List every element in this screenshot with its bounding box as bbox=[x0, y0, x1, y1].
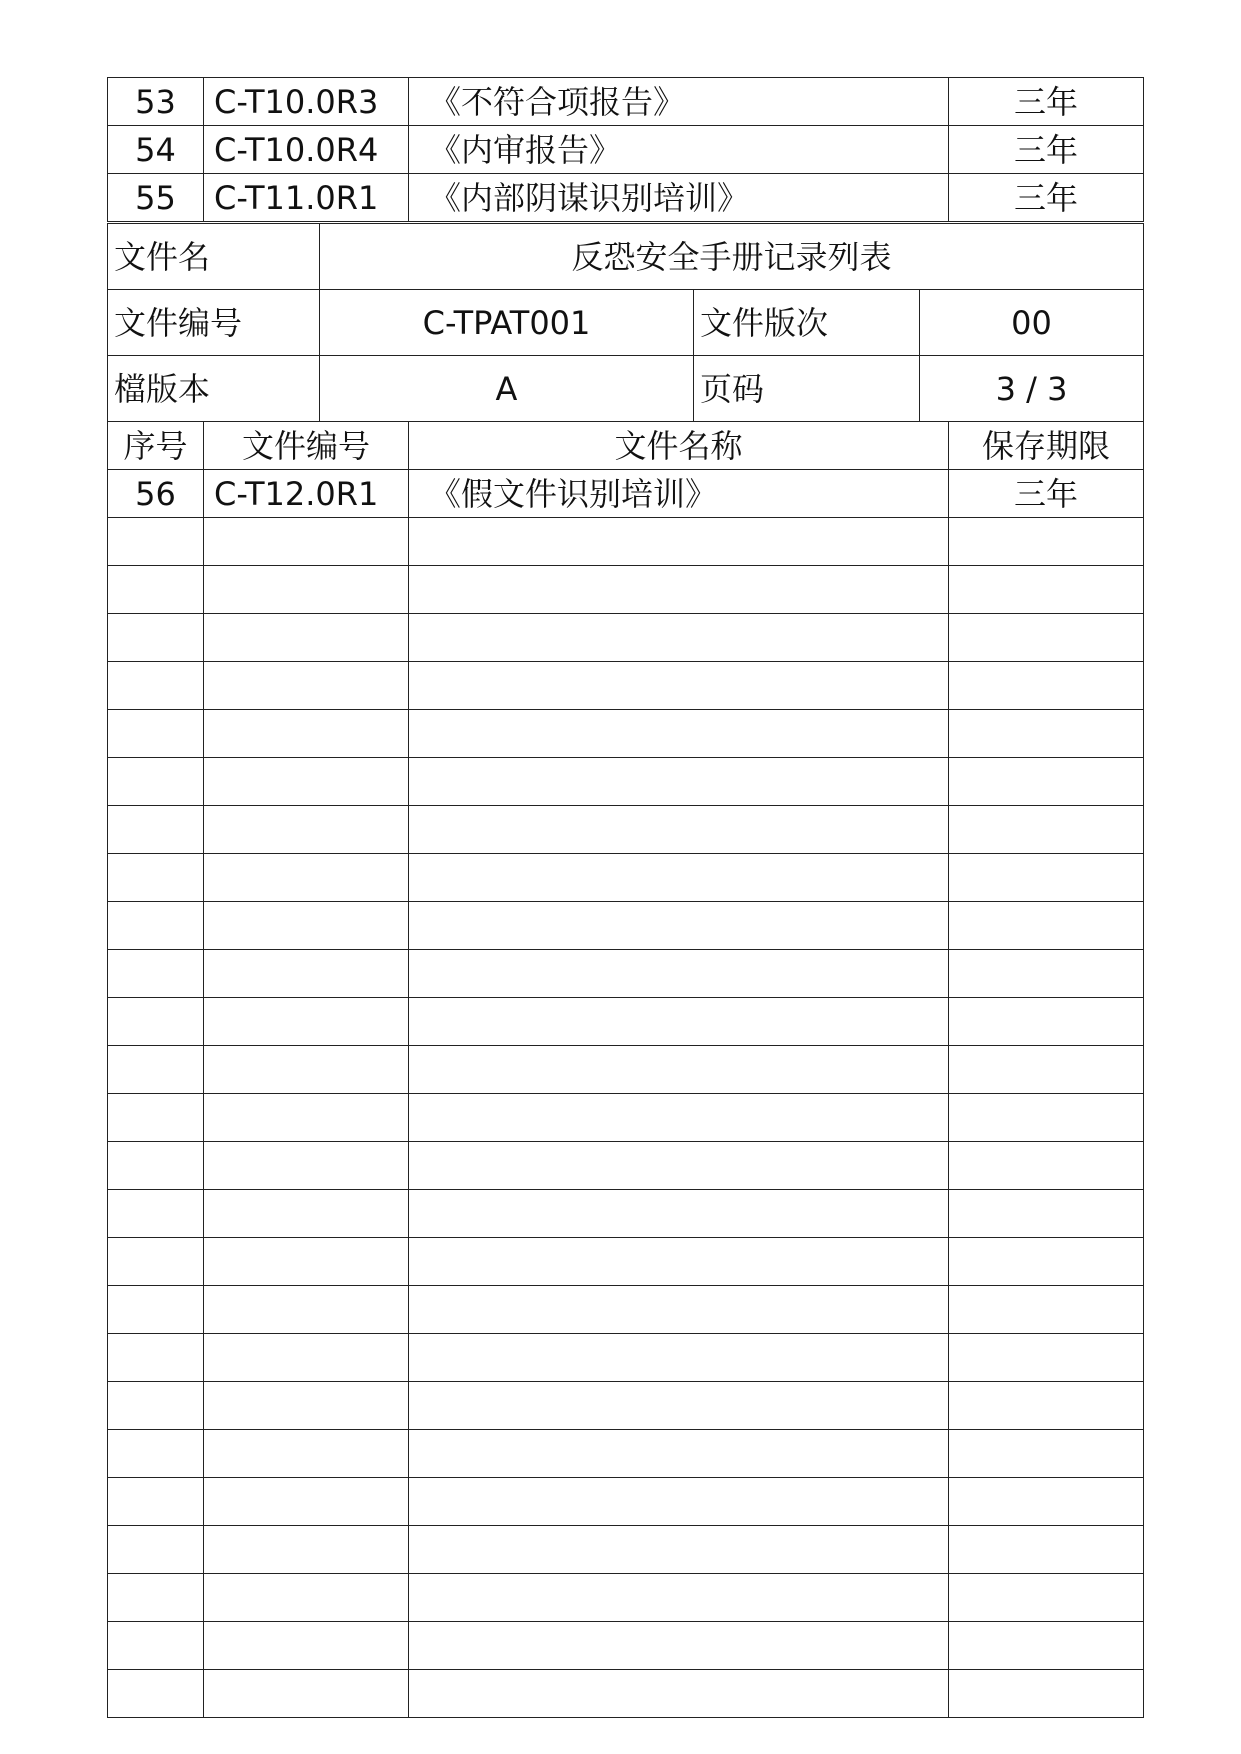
row-retention-period bbox=[949, 1094, 1144, 1142]
row-number bbox=[108, 662, 204, 710]
row-file-code bbox=[204, 950, 409, 998]
column-header-code: 文件编号 bbox=[204, 422, 409, 470]
table-row bbox=[108, 1526, 1144, 1574]
row-retention-period bbox=[949, 1142, 1144, 1190]
table-row bbox=[108, 566, 1144, 614]
row-number bbox=[108, 998, 204, 1046]
row-number bbox=[108, 614, 204, 662]
row-number bbox=[108, 1286, 204, 1334]
row-file-code bbox=[204, 902, 409, 950]
table-row bbox=[108, 758, 1144, 806]
record-list-top-body bbox=[108, 78, 1144, 222]
row-file-name bbox=[409, 998, 949, 1046]
row-number bbox=[108, 1622, 204, 1670]
row-retention-period: 三年 bbox=[949, 126, 1144, 174]
row-retention-period bbox=[949, 1622, 1144, 1670]
row-file-name: 《假文件识别培训》 bbox=[409, 470, 949, 518]
table-row bbox=[108, 614, 1144, 662]
table-row bbox=[108, 998, 1144, 1046]
row-number bbox=[108, 1334, 204, 1382]
record-list-top bbox=[107, 77, 1144, 222]
row-file-name bbox=[409, 1286, 949, 1334]
row-retention-period bbox=[949, 614, 1144, 662]
row-file-name bbox=[409, 1526, 949, 1574]
column-header-row bbox=[108, 422, 1144, 470]
row-number bbox=[108, 1046, 204, 1094]
row-number bbox=[108, 1382, 204, 1430]
table-row bbox=[108, 662, 1144, 710]
table-row bbox=[108, 1622, 1144, 1670]
row-file-name bbox=[409, 662, 949, 710]
table-row bbox=[108, 902, 1144, 950]
row-file-name bbox=[409, 1430, 949, 1478]
row-file-name bbox=[409, 1574, 949, 1622]
row-file-code bbox=[204, 806, 409, 854]
document-header bbox=[107, 223, 1144, 422]
row-file-code bbox=[204, 1622, 409, 1670]
row-number bbox=[108, 1430, 204, 1478]
row-number bbox=[108, 710, 204, 758]
table-row bbox=[108, 1286, 1144, 1334]
row-number bbox=[108, 1670, 204, 1718]
file-revision-label: 文件版次 bbox=[694, 290, 920, 356]
row-file-code bbox=[204, 1190, 409, 1238]
row-number bbox=[108, 854, 204, 902]
row-file-code bbox=[204, 1382, 409, 1430]
row-file-code: C-T12.0R1 bbox=[204, 470, 409, 518]
table-row bbox=[108, 1670, 1144, 1718]
row-file-code bbox=[204, 1574, 409, 1622]
row-retention-period bbox=[949, 1478, 1144, 1526]
row-file-name: 《内审报告》 bbox=[409, 126, 949, 174]
record-list bbox=[107, 421, 1144, 1718]
row-file-code bbox=[204, 1142, 409, 1190]
row-retention-period bbox=[949, 1190, 1144, 1238]
row-file-name bbox=[409, 1046, 949, 1094]
row-file-name bbox=[409, 1334, 949, 1382]
row-file-code: C-T10.0R4 bbox=[204, 126, 409, 174]
row-retention-period bbox=[949, 1670, 1144, 1718]
record-list-body bbox=[108, 422, 1144, 1718]
row-file-name bbox=[409, 710, 949, 758]
row-retention-period bbox=[949, 1238, 1144, 1286]
row-number bbox=[108, 1142, 204, 1190]
row-file-code bbox=[204, 710, 409, 758]
row-retention-period bbox=[949, 806, 1144, 854]
file-number-label: 文件编号 bbox=[108, 290, 320, 356]
file-name-label: 文件名 bbox=[108, 224, 320, 290]
file-name-value: 反恐安全手册记录列表 bbox=[320, 224, 1144, 290]
row-retention-period bbox=[949, 1430, 1144, 1478]
table-row bbox=[108, 1382, 1144, 1430]
row-number bbox=[108, 806, 204, 854]
row-file-name bbox=[409, 1238, 949, 1286]
row-retention-period bbox=[949, 566, 1144, 614]
row-number: 55 bbox=[108, 174, 204, 222]
table-row bbox=[108, 174, 1144, 222]
row-number bbox=[108, 902, 204, 950]
row-file-code bbox=[204, 1286, 409, 1334]
row-file-name: 《不符合项报告》 bbox=[409, 78, 949, 126]
row-number bbox=[108, 1526, 204, 1574]
row-file-name bbox=[409, 950, 949, 998]
row-retention-period bbox=[949, 950, 1144, 998]
row-number bbox=[108, 1238, 204, 1286]
table-row bbox=[108, 806, 1144, 854]
row-number bbox=[108, 518, 204, 566]
row-file-name bbox=[409, 1622, 949, 1670]
archive-version-value: A bbox=[320, 356, 694, 422]
table-row bbox=[108, 1430, 1144, 1478]
row-file-name bbox=[409, 854, 949, 902]
table-row bbox=[108, 950, 1144, 998]
row-file-name bbox=[409, 902, 949, 950]
row-number bbox=[108, 1478, 204, 1526]
row-file-name bbox=[409, 1094, 949, 1142]
row-number bbox=[108, 1190, 204, 1238]
header-row-archive bbox=[108, 356, 1144, 422]
row-file-code bbox=[204, 1046, 409, 1094]
table-row bbox=[108, 126, 1144, 174]
row-file-code bbox=[204, 1526, 409, 1574]
file-number-value: C-TPAT001 bbox=[320, 290, 694, 356]
table-row bbox=[108, 1190, 1144, 1238]
table-row bbox=[108, 470, 1144, 518]
row-file-code bbox=[204, 1478, 409, 1526]
row-file-code bbox=[204, 1334, 409, 1382]
row-retention-period bbox=[949, 998, 1144, 1046]
row-retention-period: 三年 bbox=[949, 78, 1144, 126]
row-file-code: C-T10.0R3 bbox=[204, 78, 409, 126]
header-row-file-name bbox=[108, 224, 1144, 290]
row-number: 56 bbox=[108, 470, 204, 518]
row-number bbox=[108, 566, 204, 614]
table-row bbox=[108, 1574, 1144, 1622]
page-number-value: 3 / 3 bbox=[920, 356, 1144, 422]
row-retention-period: 三年 bbox=[949, 470, 1144, 518]
row-retention-period bbox=[949, 1382, 1144, 1430]
row-retention-period bbox=[949, 662, 1144, 710]
row-file-name bbox=[409, 1382, 949, 1430]
row-file-code bbox=[204, 614, 409, 662]
row-file-name: 《内部阴谋识别培训》 bbox=[409, 174, 949, 222]
row-file-name bbox=[409, 806, 949, 854]
row-file-code bbox=[204, 1238, 409, 1286]
column-header-name: 文件名称 bbox=[409, 422, 949, 470]
row-file-code bbox=[204, 1670, 409, 1718]
row-file-code bbox=[204, 518, 409, 566]
row-number bbox=[108, 950, 204, 998]
table-row bbox=[108, 78, 1144, 126]
row-file-name bbox=[409, 1478, 949, 1526]
row-file-code bbox=[204, 854, 409, 902]
row-file-name bbox=[409, 1142, 949, 1190]
row-file-name bbox=[409, 1190, 949, 1238]
row-retention-period bbox=[949, 518, 1144, 566]
row-number bbox=[108, 758, 204, 806]
row-file-name bbox=[409, 1670, 949, 1718]
row-file-code bbox=[204, 1094, 409, 1142]
row-number: 54 bbox=[108, 126, 204, 174]
archive-version-label: 檔版本 bbox=[108, 356, 320, 422]
table-row bbox=[108, 1142, 1144, 1190]
row-retention-period: 三年 bbox=[949, 174, 1144, 222]
row-file-code: C-T11.0R1 bbox=[204, 174, 409, 222]
table-row bbox=[108, 1334, 1144, 1382]
header-row-file-number bbox=[108, 290, 1144, 356]
row-file-name bbox=[409, 518, 949, 566]
row-retention-period bbox=[949, 1334, 1144, 1382]
row-retention-period bbox=[949, 758, 1144, 806]
file-revision-value: 00 bbox=[920, 290, 1144, 356]
row-number bbox=[108, 1094, 204, 1142]
row-retention-period bbox=[949, 1046, 1144, 1094]
row-file-code bbox=[204, 662, 409, 710]
row-number: 53 bbox=[108, 78, 204, 126]
row-retention-period bbox=[949, 1574, 1144, 1622]
row-retention-period bbox=[949, 854, 1144, 902]
row-retention-period bbox=[949, 1526, 1144, 1574]
column-header-no: 序号 bbox=[108, 422, 204, 470]
table-row bbox=[108, 1478, 1144, 1526]
row-file-code bbox=[204, 1430, 409, 1478]
row-retention-period bbox=[949, 902, 1144, 950]
row-number bbox=[108, 1574, 204, 1622]
row-file-code bbox=[204, 998, 409, 1046]
column-header-period: 保存期限 bbox=[949, 422, 1144, 470]
table-row bbox=[108, 1094, 1144, 1142]
table-row bbox=[108, 854, 1144, 902]
table-row bbox=[108, 1238, 1144, 1286]
row-retention-period bbox=[949, 1286, 1144, 1334]
table-row bbox=[108, 1046, 1144, 1094]
row-file-name bbox=[409, 758, 949, 806]
row-retention-period bbox=[949, 710, 1144, 758]
page-number-label: 页码 bbox=[694, 356, 920, 422]
row-file-name bbox=[409, 614, 949, 662]
table-row bbox=[108, 710, 1144, 758]
table-row bbox=[108, 518, 1144, 566]
row-file-code bbox=[204, 758, 409, 806]
row-file-name bbox=[409, 566, 949, 614]
row-file-code bbox=[204, 566, 409, 614]
